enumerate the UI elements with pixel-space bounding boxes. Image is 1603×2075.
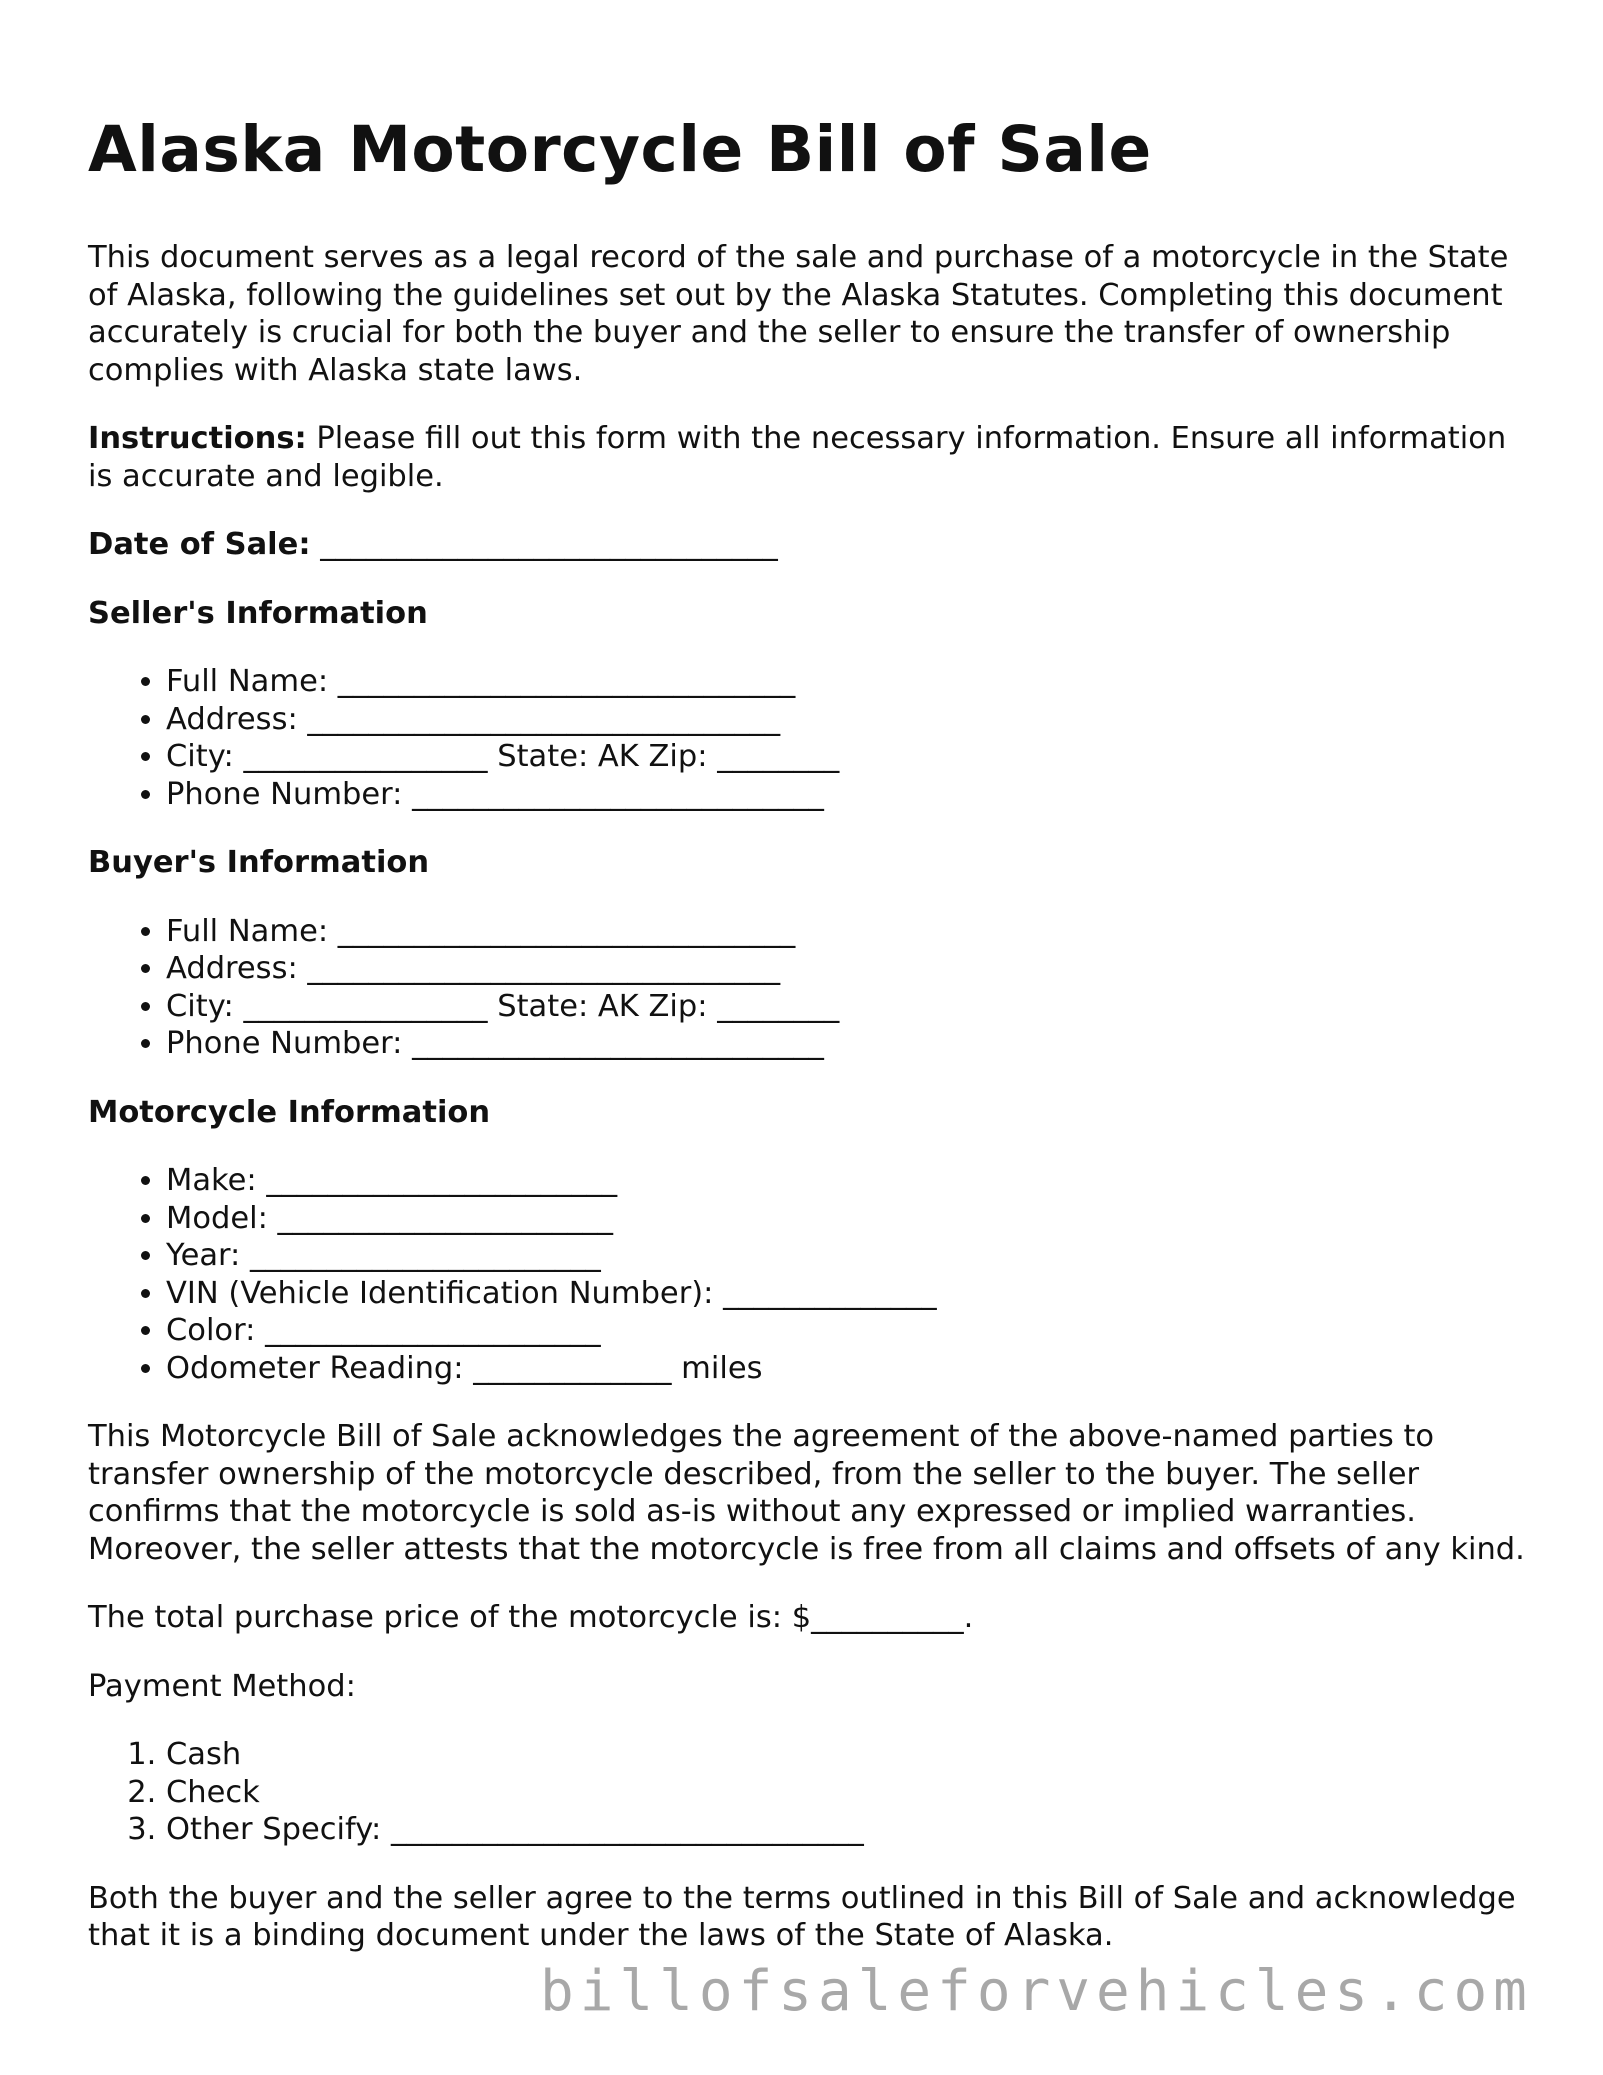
- date-of-sale-blank: ______________________________: [310, 527, 778, 562]
- document-page: [88, 108, 1528, 1986]
- seller-city-field: • City: ________________ State: AK Zip: ________: [166, 738, 1528, 776]
- payment-method-label: Payment Method:: [88, 1668, 356, 1704]
- watermark-text: billofsaleforvehicles.com: [540, 1959, 1533, 2024]
- motorcycle-list: [88, 1162, 1528, 1387]
- payment-option-check: 2. Check: [166, 1774, 1528, 1812]
- seller-address-field: • Address: _______________________________: [166, 701, 1528, 739]
- instructions-label: Instructions:: [88, 421, 307, 456]
- payment-method-list: [88, 1736, 1528, 1849]
- odometer-field: • Odometer Reading: _____________ miles: [166, 1350, 1528, 1388]
- date-of-sale-field: [88, 526, 1528, 564]
- make-field: • Make: _______________________: [166, 1162, 1528, 1200]
- model-field: • Model: ______________________: [166, 1200, 1528, 1238]
- buyer-city-field: • City: ________________ State: AK Zip: ________: [166, 988, 1528, 1026]
- date-of-sale-label: Date of Sale:: [88, 527, 311, 562]
- payment-option-other: 3. Other Specify: _______________________________: [166, 1811, 1528, 1849]
- seller-list: [88, 663, 1528, 813]
- year-field: • Year: _______________________: [166, 1237, 1528, 1275]
- document-title: Alaska Motorcycle Bill of Sale: [88, 113, 1152, 186]
- buyer-address-field: • Address: _______________________________: [166, 950, 1528, 988]
- buyer-heading: Buyer's Information: [88, 845, 430, 880]
- closing-paragraph: Both the buyer and the seller agree to the terms outlined in this Bill of Sale and acknowledge that it is a binding document under the laws of the State of Alaska.: [88, 1880, 1516, 1953]
- instructions-paragraph: [88, 420, 1528, 495]
- motorcycle-heading: Motorcycle Information: [88, 1094, 491, 1130]
- buyer-list: [88, 913, 1528, 1063]
- instructions-text: Please fill out this form with the necessary information. Ensure all information is accurate and legible.: [88, 421, 1507, 494]
- seller-phone-field: • Phone Number: ___________________________: [166, 776, 1528, 814]
- purchase-price-field: The total purchase price of the motorcycle is: $__________.: [88, 1600, 974, 1635]
- buyer-phone-field: • Phone Number: ___________________________: [166, 1025, 1528, 1063]
- color-field: • Color: ______________________: [166, 1312, 1528, 1350]
- agreement-paragraph: This Motorcycle Bill of Sale acknowledges the agreement of the above-named parties to transfer ownership of the motorcycle described, from the seller to the buyer. The seller confirms that the motorcycle is sold as-is without any expressed or implied warranties. Moreover, the seller attests that the motorcycle is free from all claims and offsets of any kind.: [88, 1419, 1525, 1567]
- vin-field: • VIN (Vehicle Identification Number): ______________: [166, 1275, 1528, 1313]
- intro-paragraph: This document serves as a legal record of the sale and purchase of a motorcycle in the State of Alaska, following the guidelines set out by the Alaska Statutes. Completing this document accurately is crucial for both the buyer and the seller to ensure the transfer of ownership complies with Alaska state laws.: [88, 240, 1509, 388]
- seller-heading: Seller's Information: [88, 595, 428, 631]
- seller-full-name-field: • Full Name: ______________________________: [166, 663, 1528, 701]
- payment-option-cash: 1. Cash: [166, 1736, 1528, 1774]
- buyer-full-name-field: • Full Name: ______________________________: [166, 913, 1528, 951]
